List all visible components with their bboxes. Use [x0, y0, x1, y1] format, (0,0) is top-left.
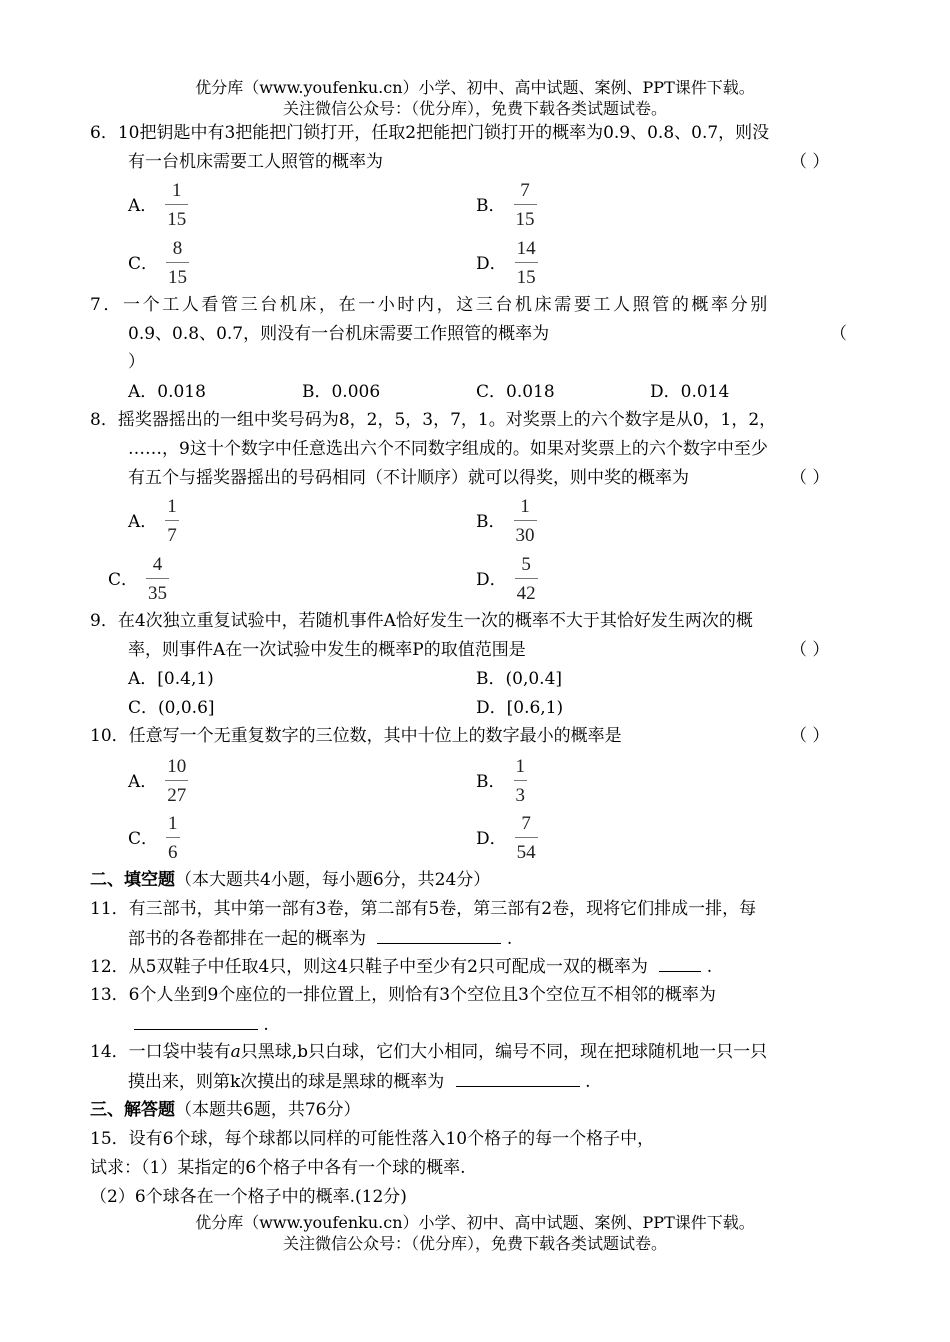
denominator: 15 — [168, 267, 188, 288]
q7-paren-open: （ — [830, 324, 847, 344]
numerator: 8 — [172, 238, 183, 259]
fraction — [515, 813, 538, 864]
denominator: 42 — [516, 583, 536, 604]
q12-end: . — [706, 957, 713, 977]
q11-line-1: 11．有三部书，其中第一部有3卷，第二部有5卷，第三部有2卷，现将它们排成一排，每 — [90, 899, 757, 919]
q13-line-2 — [128, 1013, 269, 1036]
denominator: 7 — [167, 525, 177, 546]
q15-line-2: 试求：（1）某指定的6个格子中各有一个球的概率. — [90, 1158, 466, 1178]
denominator: 30 — [515, 525, 535, 546]
q7-option-d: D．0.014 — [650, 382, 730, 402]
q6-option-b — [476, 180, 537, 231]
q14-var-a: a — [230, 1042, 241, 1062]
fraction — [165, 756, 188, 807]
q9-option-b: B．(0,0.4] — [476, 669, 563, 689]
q7-option-b: B．0.006 — [302, 382, 381, 402]
denominator: 6 — [168, 842, 178, 863]
section-3-title: 三、解答题 — [90, 1100, 175, 1120]
q13-line-1: 13．6个人坐到9个座位的一排位置上，则恰有3个空位且3个空位互不相邻的概率为 — [90, 985, 716, 1005]
numerator: 1 — [520, 496, 530, 517]
header-line-1: 优分库（www.youfenku.cn）小学、初中、高中试题、案例、PPT课件下载。 — [195, 78, 755, 97]
q7-line-2: 0.9、0.8、0.7，则没有一台机床需要工作照管的概率为 — [128, 324, 550, 344]
option-label: C． — [128, 828, 159, 849]
q7-option-c: C．0.018 — [476, 382, 555, 402]
denominator: 15 — [516, 267, 536, 288]
q12-text: 12．从5双鞋子中任取4只，则这4只鞋子中至少有2只可配成一双的概率为 — [90, 957, 648, 977]
option-label: B． — [476, 771, 506, 792]
fraction — [165, 180, 188, 231]
q11-line-2 — [128, 927, 512, 950]
option-label: D． — [476, 569, 507, 590]
denominator: 35 — [148, 583, 168, 604]
q8-option-d — [476, 554, 538, 605]
q7-option-a: A．0.018 — [128, 382, 206, 402]
numerator: 1 — [167, 496, 177, 517]
numerator: 14 — [516, 238, 536, 259]
q9-option-d: D．[0.6,1) — [476, 698, 564, 718]
q11-end: . — [506, 929, 513, 949]
fraction — [515, 238, 538, 289]
option-label: C． — [108, 569, 139, 590]
fraction — [166, 238, 189, 289]
q7-line-1: 7．一个工人看管三台机床，在一小时内，这三台机床需要工人照管的概率分别 — [90, 295, 770, 315]
q8-line-3: 有五个与摇奖器摇出的号码相同（不计顺序）就可以得奖，则中奖的概率为 — [128, 468, 689, 488]
q10-option-a — [128, 756, 188, 807]
q10-option-b — [476, 756, 527, 807]
fraction — [165, 496, 179, 547]
option-label: A． — [128, 195, 158, 216]
option-label: B． — [476, 511, 506, 532]
q9-line-2: 率，则事件A在一次试验中发生的概率P的取值范围是 — [128, 640, 526, 660]
q6-option-d — [476, 238, 538, 289]
q11-answer-blank[interactable] — [377, 927, 501, 944]
q8-line-1: 8．摇奖器摇出的一组中奖号码为8，2，5，3，7，1。对奖票上的六个数字是从0，1，2， — [90, 410, 777, 430]
numerator: 4 — [152, 554, 163, 575]
numerator: 1 — [515, 756, 525, 777]
numerator: 1 — [168, 813, 178, 834]
section-3-heading — [90, 1099, 360, 1121]
q10-line-1: 10．任意写一个无重复数字的三位数，其中十位上的数字最小的概率是 — [90, 726, 622, 746]
q11-line-2-text: 部书的各卷都排在一起的概率为 — [128, 929, 366, 949]
q10-answer-paren: （ ） — [790, 726, 830, 746]
q8-line-2: ……，9这十个数字中任意选出六个不同数字组成的。如果对奖票上的六个数字中至少 — [128, 439, 768, 459]
q6-option-c — [128, 238, 189, 289]
section-2-note: （本大题共4小题，每小题6分，共24分） — [175, 870, 491, 890]
denominator: 27 — [167, 785, 187, 806]
option-label: B． — [476, 195, 506, 216]
q8-option-c — [108, 554, 169, 605]
fraction — [514, 756, 528, 807]
q13-end: . — [263, 1015, 269, 1035]
header-line-2: 关注微信公众号：（优分库），免费下载各类试题试卷。 — [282, 99, 667, 118]
option-label: C． — [128, 253, 159, 274]
numerator: 1 — [172, 180, 182, 201]
section-3-note: （本题共6题，共76分） — [175, 1100, 361, 1120]
numerator: 7 — [520, 180, 530, 201]
q14-line-1 — [90, 1041, 767, 1063]
denominator: 54 — [516, 842, 536, 863]
q10-option-c — [128, 813, 180, 864]
q7-paren-close: ） — [128, 352, 145, 372]
footer-line-1: 优分库（www.youfenku.cn）小学、初中、高中试题、案例、PPT课件下载。 — [195, 1213, 755, 1232]
q14-pre: 14．一口袋中装有 — [90, 1042, 231, 1062]
q14-end: . — [585, 1072, 591, 1092]
denominator: 15 — [167, 209, 187, 230]
q9-option-c: C．(0,0.6] — [128, 698, 215, 718]
q15-line-1: 15．设有6个球，每个球都以同样的可能性落入10个格子的每一个格子中， — [90, 1129, 655, 1149]
denominator: 15 — [515, 209, 535, 230]
q13-answer-blank[interactable] — [134, 1013, 258, 1030]
q14-line-2 — [128, 1070, 591, 1093]
q14-answer-blank[interactable] — [456, 1070, 580, 1087]
fraction — [514, 496, 537, 547]
q9-option-a: A．[0.4,1) — [128, 669, 214, 689]
q15-line-3: （2）6个球各在一个格子中的概率.(12分) — [90, 1187, 407, 1207]
q8-option-a — [128, 496, 179, 547]
denominator: 3 — [515, 785, 525, 806]
fraction — [166, 813, 180, 864]
section-2-title: 二、填空题 — [90, 870, 175, 890]
numerator: 7 — [521, 813, 531, 834]
q6-answer-paren: （ ） — [790, 152, 830, 172]
numerator: 10 — [167, 756, 187, 777]
numerator: 5 — [521, 554, 531, 575]
q12-answer-blank[interactable] — [659, 955, 701, 972]
option-label: D． — [476, 253, 507, 274]
q14-post: 只黑球,b只白球，它们大小相同，编号不同，现在把球随机地一只一只 — [240, 1042, 768, 1062]
section-2-heading — [90, 869, 490, 891]
q6-line-1: 6．10把钥匙中有3把能把门锁打开，任取2把能把门锁打开的概率为0.9、0.8、0.7，则没 — [90, 123, 770, 143]
q6-line-2: 有一台机床需要工人照管的概率为 — [128, 152, 383, 172]
q9-answer-paren: （ ） — [790, 640, 830, 660]
q8-option-b — [476, 496, 537, 547]
q12-line-1 — [90, 955, 712, 978]
q14-line-2-text: 摸出来，则第k次摸出的球是黑球的概率为 — [128, 1072, 445, 1092]
footer-line-2: 关注微信公众号：（优分库），免费下载各类试题试卷。 — [282, 1234, 667, 1253]
fraction — [515, 554, 538, 605]
q9-line-1: 9．在4次独立重复试验中，若随机事件A恰好发生一次的概率不大于其恰好发生两次的概 — [90, 611, 753, 631]
q8-answer-paren: （ ） — [790, 468, 830, 488]
option-label: D． — [476, 828, 507, 849]
option-label: A． — [128, 771, 158, 792]
fraction — [146, 554, 169, 605]
q6-option-a — [128, 180, 188, 231]
option-label: A． — [128, 511, 158, 532]
q10-option-d — [476, 813, 538, 864]
fraction — [514, 180, 537, 231]
